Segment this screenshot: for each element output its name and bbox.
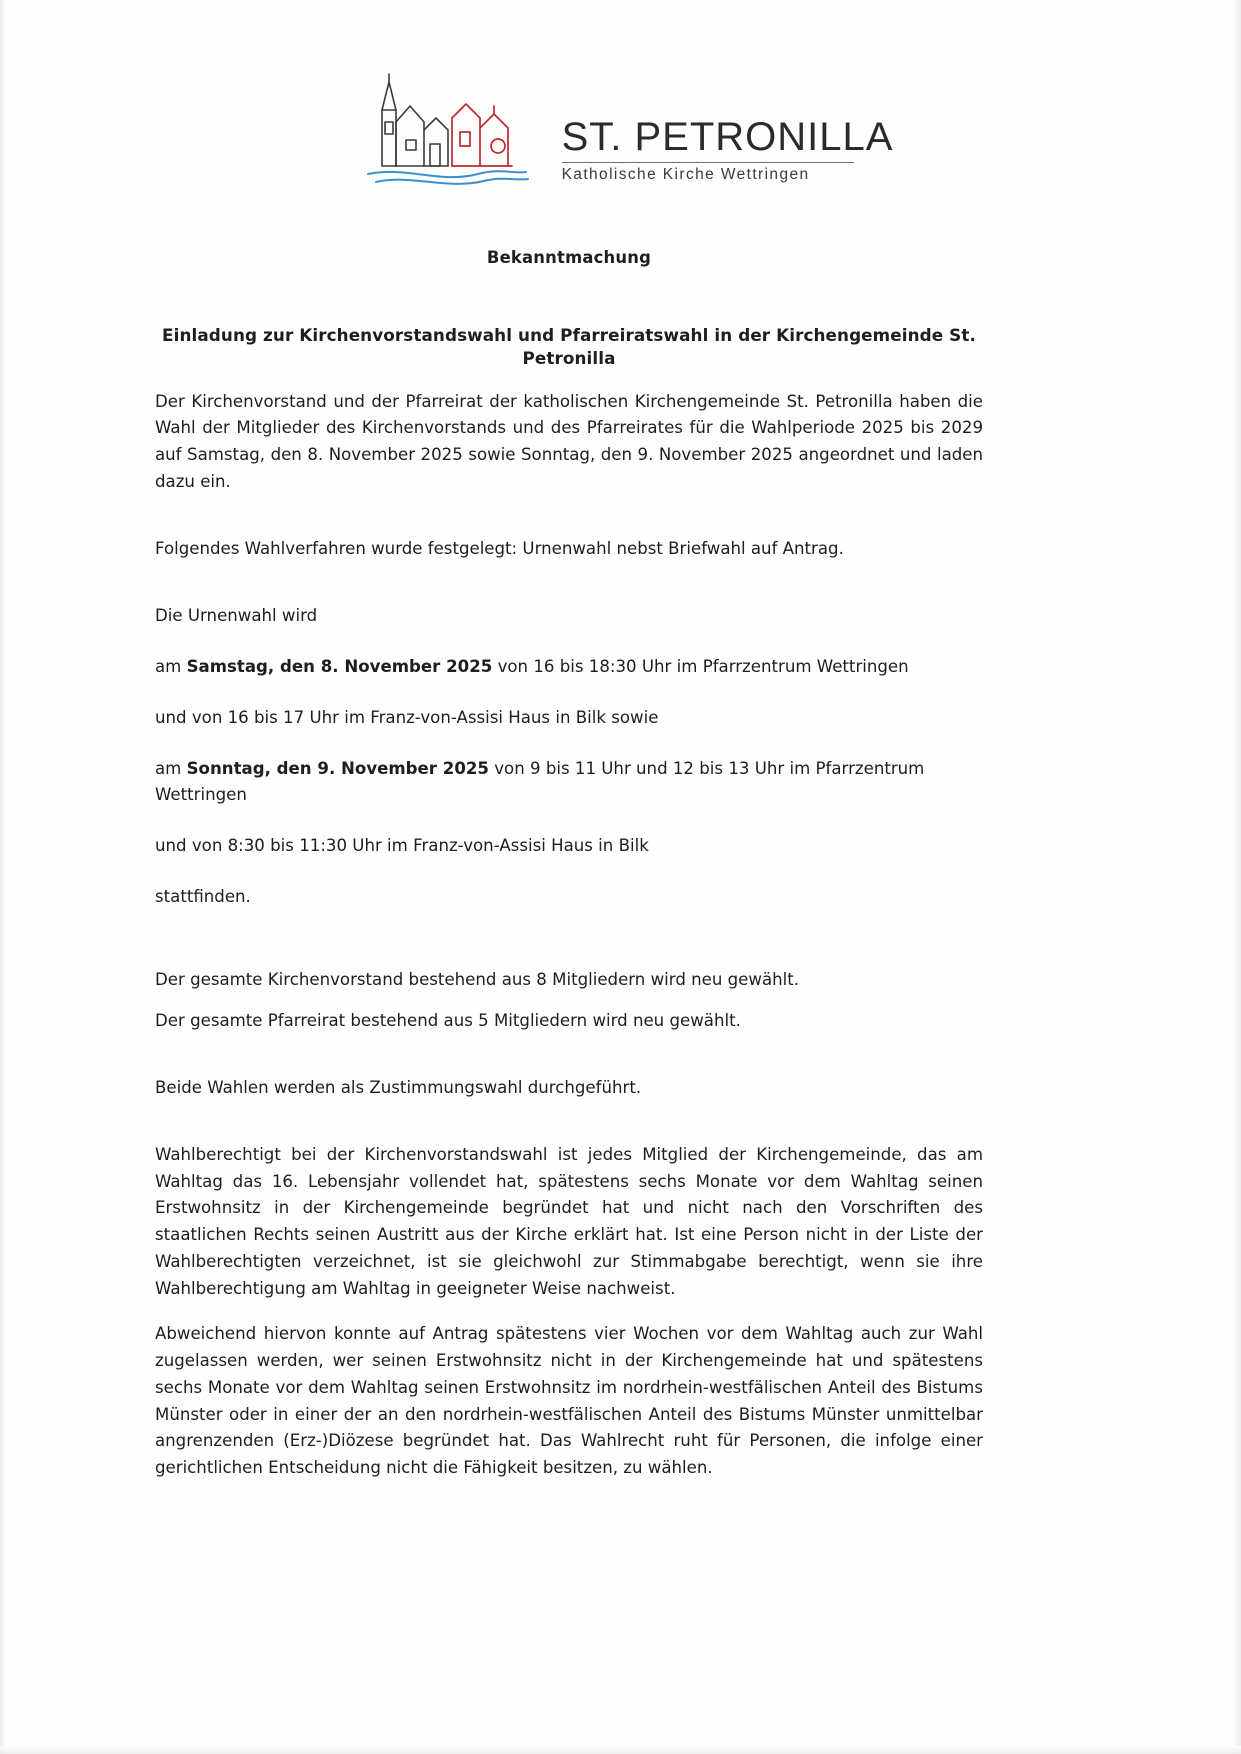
schedule-saturday-rest: von 16 bis 18:30 Uhr im Pfarrzentrum Wettringen: [492, 656, 909, 676]
paragraph-wahlverfahren: Folgendes Wahlverfahren wurde festgelegt: Urnenwahl nebst Briefwahl auf Antrag.: [155, 539, 844, 559]
document-body: [155, 245, 983, 1500]
schedule-saturday: [155, 654, 983, 681]
paragraph-kirchenvorstand: Der gesamte Kirchenvorstand bestehend aus 8 Mitgliedern wird neu gewählt.: [155, 970, 800, 990]
schedule-sunday-date: Sonntag, den 9. November 2025: [186, 758, 489, 778]
spacer: [155, 1053, 983, 1075]
page-title: Einladung zur Kirchenvorstandswahl und Pfarreiratswahl in der Kirchengemeinde St. Petronilla: [162, 324, 976, 369]
schedule-saturday-prefix: am: [155, 656, 187, 676]
scan-edge-bottom: [0, 1746, 1241, 1754]
paragraph-zustimmungswahl: Beide Wahlen werden als Zustimmungswahl durchgeführt.: [155, 1077, 642, 1097]
church-skyline-logo-icon: [348, 70, 548, 190]
logo-subtitle: Katholische Kirche Wettringen: [562, 162, 854, 184]
schedule-sunday: [155, 756, 983, 810]
schedule-saturday-date: Samstag, den 8. November 2025: [186, 656, 493, 676]
schedule-saturday-extra: und von 16 bis 17 Uhr im Franz-von-Assisi Haus in Bilk sowie: [155, 707, 659, 727]
letterhead: [0, 70, 1241, 190]
spacer: [155, 581, 983, 603]
spacer: [155, 1120, 983, 1142]
paragraph-wahlberechtigt: Wahlberechtigt bei der Kirchenvorstandswahl ist jedes Mitglied der Kirchengemeinde, das am Wahltag das 16. Lebensjahr vollendet hat, spätestens sechs Monate vor dem Wahltag seinen Erstwohnsitz in der Kirchengemeinde begründet hat und nicht nach den Vorschriften des staatlichen Rechts seinen Austritt aus der Kirche erklärt hat. Ist eine Person nicht in der Liste der Wahlberechtigten verzeichnet, ist sie gleichwohl zur Stimmabgabe berechtigt, wenn sie ihre Wahlberechtigung am Wahltag in geeigneter Weise nachweist.: [155, 1144, 983, 1299]
spacer: [155, 514, 983, 536]
logo-title: ST. PETRONILLA: [561, 115, 894, 159]
logo-text: [562, 117, 894, 190]
paragraph-stattfinden: stattfinden.: [155, 887, 251, 907]
paragraph-abweichend: Abweichend hiervon konnte auf Antrag spätestens vier Wochen vor dem Wahltag auch zur Wahl zugelassen werden, wer seinen Erstwohnsitz nicht in der Kirchengemeinde hat und spätestens sechs Monate vor dem Wahltag seinen Erstwohnsitz im nordrhein-westfälischen Anteil des Bistums Münster oder in einer der an den nordrhein-westfälischen Anteil des Bistums Münster unmittelbar angrenzenden (Erz-)Diözese begründet hat. Das Wahlrecht ruht für Personen, die infolge einer gerichtlichen Entscheidung nicht die Fähigkeit besitzen, zu wählen.: [155, 1323, 983, 1478]
scan-edge-right: [1231, 0, 1241, 1754]
paragraph-intro: Der Kirchenvorstand und der Pfarreirat der katholischen Kirchengemeinde St. Petronilla haben die Wahl der Mitglieder des Kirchenvorstands und des Pfarreirates für die Wahlperiode 2025 bis 2029 auf Samstag, den 8. November 2025 sowie Sonntag, den 9. November 2025 angeordnet und laden dazu ein.: [155, 391, 983, 492]
paragraph-urnenwahl-intro: Die Urnenwahl wird: [155, 605, 318, 625]
paragraph-pfarreirat: Der gesamte Pfarreirat bestehend aus 5 Mitgliedern wird neu gewählt.: [155, 1010, 741, 1030]
logo: [348, 70, 894, 190]
schedule-sunday-prefix: am: [155, 758, 187, 778]
scan-edge-left: [0, 0, 6, 1754]
schedule-sunday-rest: von 9 bis 11 Uhr und 12 bis 13 Uhr im Pfarrzentrum Wettringen: [155, 758, 925, 805]
schedule-sunday-extra: und von 8:30 bis 11:30 Uhr im Franz-von-Assisi Haus in Bilk: [155, 836, 649, 856]
notice-label: Bekanntmachung: [486, 248, 652, 267]
spacer: [155, 929, 983, 967]
